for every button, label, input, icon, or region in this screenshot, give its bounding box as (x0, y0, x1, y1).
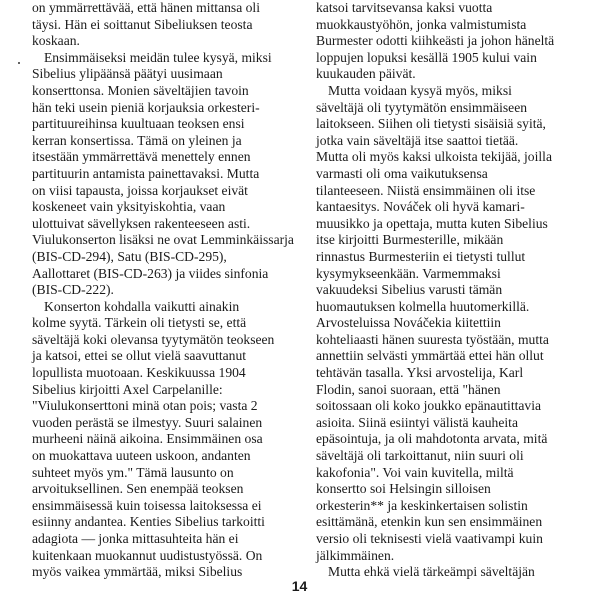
text-line: murheeni näinä aikoina. Ensimmäinen osa (32, 431, 263, 447)
text-line: esittämänä, etenkin kun sen ensimmäinen (316, 514, 543, 530)
text-line: konserttonsa. Monien säveltäjien tavoin (32, 82, 249, 98)
text-line: Burmester odotti kiihkeästi ja johon häneltä (316, 33, 555, 49)
text-line: hän teki usein pieniä korjauksia orkesteri- (32, 99, 260, 115)
text-line: orkesterin** ja keskinkertaisen solistin (316, 497, 528, 513)
text-line: Konserton kohdalla vaikutti ainakin (44, 298, 240, 314)
text-line: konsertto soi Helsingin silloisen (316, 481, 491, 497)
text-line: "Viulukonserttoni minä otan pois; vasta 2 (32, 398, 258, 414)
text-line: varmasti oli oma vaikutuksensa (316, 165, 488, 181)
text-line: ja katsoi, ettei se ollut vielä saavuttanut (32, 348, 247, 364)
text-line: kuitenkaan muokannut uudistustyössä. On (32, 547, 263, 563)
text-line: asioita. Siinä esiintyi välistä kauheita (316, 414, 518, 430)
text-line: säveltäjä oli tarkoittanut, niin suuri oli (316, 448, 524, 464)
text-line: (BIS-CD-222). (32, 282, 114, 298)
text-line: huomautuksen kolmella huutomerkillä. (316, 298, 530, 314)
text-line: kysymykseenkään. Varmemmaksi (316, 265, 501, 281)
text-line: on viisi tapausta, joissa korjaukset eivät (32, 182, 248, 198)
text-line: annettiin selvästi ymmärtää ettei hän ollut (316, 348, 544, 364)
text-line: koskaan. (32, 33, 80, 49)
text-line: ulottuivat sävellyksen rakenteeseen asti. (32, 215, 251, 231)
text-line: säveltäjä oli tyytymätön ensimmäiseen (316, 99, 528, 115)
text-line: kerran konsertissa. Tämä on yleinen ja (32, 132, 242, 148)
text-line: säveltäjä koki olevansa tyytymätön teokseen (32, 331, 275, 347)
text-line: tehtävän tasalla. Yksi arvostelija, Karl (316, 365, 524, 381)
right-column (316, 0, 578, 581)
text-line: soitossaan oli koko joukko epänautittavia (316, 398, 542, 414)
text-line: Flodin, sanoi suoraan, että "hänen (316, 381, 501, 397)
text-line: Mutta voidaan kysyä myös, miksi (328, 82, 512, 98)
text-line: jälkimmäinen. (316, 547, 395, 563)
text-line: Arvosteluissa Nováčekia kiitettiin (316, 315, 501, 331)
text-line: Viulukonserton lisäksi ne ovat Lemminkäissarja (32, 232, 294, 248)
text-line: Ensimmäiseksi meidän tulee kysyä, miksi (44, 49, 272, 65)
text-line: katsoi tarvitsevansa kaksi vuotta (316, 0, 493, 15)
text-line: tilanteeseen. Niistä ensimmäinen oli itse (316, 182, 536, 198)
text-line: on muokattava uuteen uskoon, andanten (32, 448, 251, 464)
text-line: Mutta ehkä vielä tärkeämpi säveltäjän (328, 564, 535, 580)
text-line: itse kirjoitti Burmesterille, mikään (316, 232, 504, 248)
text-line: arvoituksellinen. Sen enempää teoksen (32, 481, 244, 497)
text-line: itsestään ymmärrettävä menettely ennen (32, 149, 251, 165)
text-line: muusikko ja opettaja, mutta kuten Sibelius (316, 215, 548, 231)
text-line: kakofonia". Voi vain kuvitella, miltä (316, 464, 514, 480)
text-line: jotka vain säveltäjä itse saattoi tietää. (316, 132, 519, 148)
text-line: vakuudeksi Sibelius varusti tämän (316, 282, 503, 298)
text-line: (BIS-CD-294), Satu (BIS-CD-295), (32, 248, 227, 264)
print-speck (18, 62, 20, 64)
text-line: kantaesitys. Nováček oli hyvä kamari- (316, 199, 525, 215)
text-line: partituurin antamista painettavaksi. Mutta (32, 165, 260, 181)
text-line: Aallottaret (BIS-CD-263) ja viides sinfonia (32, 265, 269, 281)
text-line: ensimmäisessä kuin toisessa laitoksessa ei (32, 497, 262, 513)
text-line: Sibelius ylipäänsä päätyi uusimaan (32, 66, 223, 82)
text-line: rinnastus Burmesteriin ei tietysti tullut (316, 248, 526, 264)
text-line: on ymmärrettävää, että hänen mittansa oli (32, 0, 260, 15)
text-line: myös vaikea ymmärtää, miksi Sibelius (32, 564, 243, 580)
text-line: muokkaustyöhön, jonka valmistumista (316, 16, 527, 32)
text-line: epäsointuja, ja oli mahdotonta arvata, mitä (316, 431, 548, 447)
text-line: partituureihinsa kuultuaan teoksen ensi (32, 116, 245, 132)
text-line: koskeneet vain yksityiskohtia, vaan (32, 199, 226, 215)
text-line: versio oli teknisesti vielä vaativampi kuin (316, 531, 543, 546)
text-line: kuukauden päivät. (316, 66, 416, 82)
left-column (32, 0, 294, 581)
text-line: kohteliaasti hänen suuresta työstään, mutta (316, 331, 549, 347)
text-line: Sibelius kirjoitti Axel Carpelanille: (32, 381, 223, 397)
text-line: lopullista muotoaan. Keskikuussa 1904 (32, 365, 246, 381)
text-line: Mutta oli myös kaksi ulkoista tekijää, joilla (316, 149, 552, 165)
text-line: loppujen lopuksi kesällä 1905 kului vain (316, 49, 537, 65)
text-line: vuoden perästä se ilmestyy. Suuri salainen (32, 414, 263, 430)
text-line: suhteet myös ym." Tämä lausunto on (32, 464, 234, 480)
text-line: kolme syytä. Tärkein oli tietysti se, että (32, 315, 247, 331)
text-line: täysi. Hän ei soittanut Sibeliuksen teosta (32, 16, 253, 32)
text-line: esiinny andantea. Kenties Sibelius tarkoitti (32, 514, 265, 530)
page-number: 14 (291, 578, 308, 594)
text-line: adagiota — jonka mittasuhteita hän ei (32, 531, 239, 546)
text-line: laitokseen. Siihen oli tietysti sisäisiä syitä, (316, 116, 546, 132)
